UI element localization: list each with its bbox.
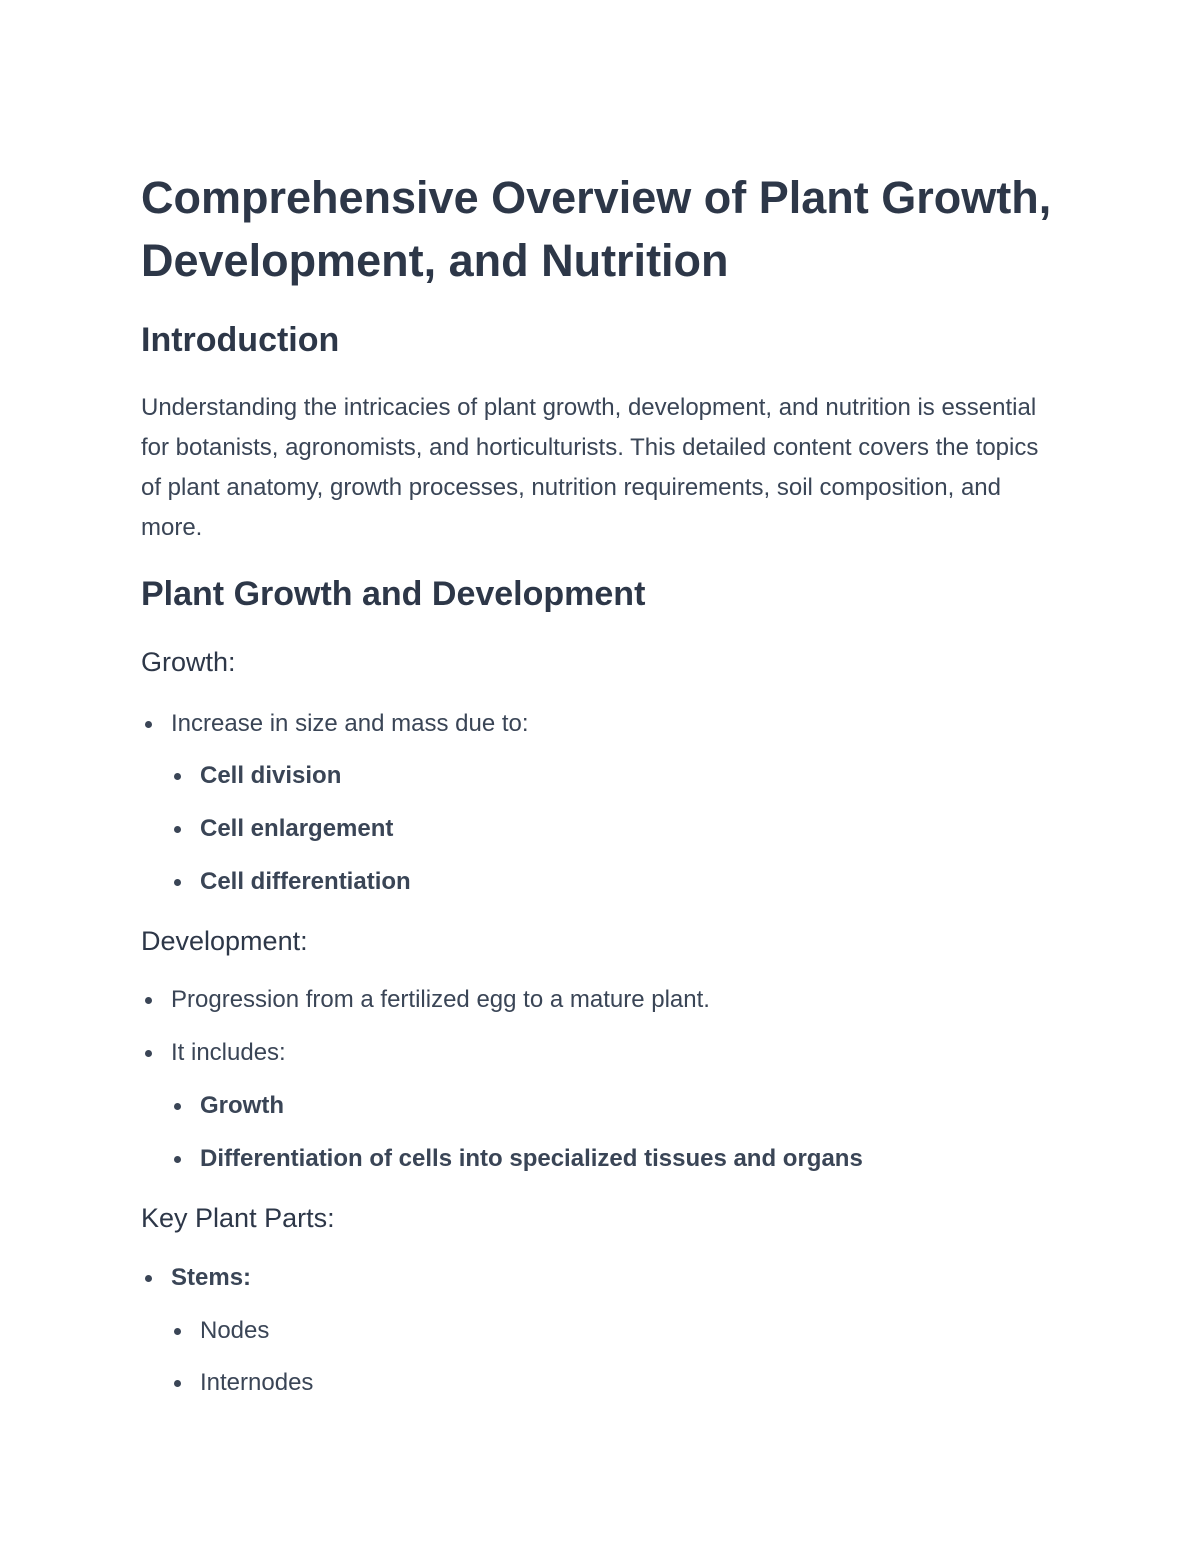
bullet-icon <box>145 997 152 1004</box>
list-item-bold: Growth <box>200 1092 284 1119</box>
list-item: Increase in size and mass due to: <box>171 710 529 737</box>
list-item-bold: Cell differentiation <box>200 868 411 895</box>
list-item: Internodes <box>200 1369 314 1396</box>
bullet-icon <box>174 1328 181 1335</box>
list-item: It includes: <box>171 1039 286 1066</box>
bullet-icon <box>145 1050 152 1057</box>
growth-subheading: Growth: <box>141 647 236 677</box>
bullet-icon <box>174 826 181 833</box>
list-item-bold: Cell division <box>200 762 342 789</box>
list-item: Progression from a fertilized egg to a mature plant. <box>171 986 710 1013</box>
bullet-icon <box>174 1156 181 1163</box>
bullet-icon <box>145 1275 152 1282</box>
list-item: Nodes <box>200 1317 270 1344</box>
key-plant-parts-subheading: Key Plant Parts: <box>141 1203 335 1233</box>
introduction-heading: Introduction <box>141 321 340 359</box>
list-item-bold: Stems: <box>171 1264 252 1291</box>
bullet-icon <box>174 1380 181 1387</box>
list-item-bold: Cell enlargement <box>200 815 394 842</box>
list-item-bold: Differentiation of cells into specialized tissues and organs <box>200 1145 863 1172</box>
bullet-icon <box>174 1103 181 1110</box>
development-subheading: Development: <box>141 926 308 956</box>
bullet-icon <box>145 721 152 728</box>
bullet-icon <box>174 773 181 780</box>
introduction-paragraph: Understanding the intricacies of plant growth, development, and nutrition is essential for botanists, agronomists, and horticulturists. This detailed content covers the topics of plant anatomy, growth processes, nutrition requirements, soil composition, and more. <box>141 394 1039 541</box>
bullet-icon <box>174 879 181 886</box>
document-title: Comprehensive Overview of Plant Growth, Development, and Nutrition <box>141 172 1052 286</box>
growth-development-heading: Plant Growth and Development <box>141 575 646 613</box>
